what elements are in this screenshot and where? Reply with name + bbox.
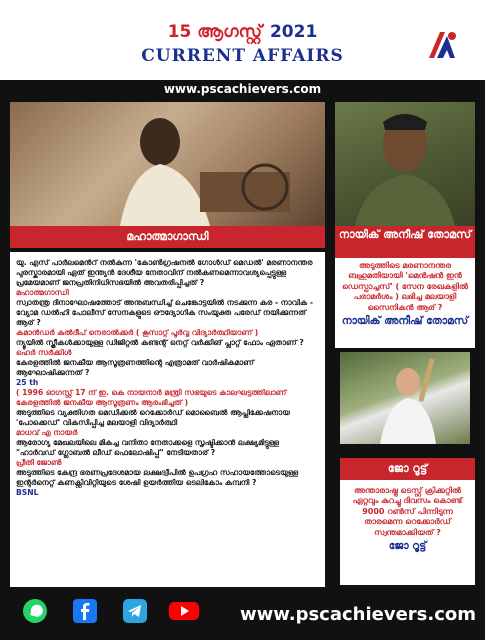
facebook-icon[interactable] [72, 598, 98, 624]
answer-5: മാധവ് എ നായർ [16, 428, 78, 438]
header-banner [0, 0, 485, 80]
gandhi-title-bar: മഹാത്മാഗാന്ധി [10, 226, 325, 248]
answer-3: ഹെർ സർക്കിൾ [16, 348, 72, 358]
website-url-bottom[interactable]: www.pscachievers.com [240, 604, 477, 625]
root-answer: ജോ റൂട്ട് [388, 539, 427, 552]
youtube-icon[interactable] [168, 598, 200, 624]
cricketer-photo-illustration [340, 352, 470, 444]
answer-2-note: ( കൂസാറ്റ് പൂർവ്വ വിദ്യാർത്ഥിയാണ് ) [135, 328, 259, 338]
answer-7: BSNL [16, 488, 39, 498]
cricketer-photo [340, 352, 470, 444]
question-3: ന്യൂയിൽ സ്ത്രീകൾക്കായുള്ള ഡിജിറ്റൽ കണ്ടന്റ് നെറ്റ് വർക്കിങ് പ്ലാറ്റ് ഫോം ഏതാണ് ? [16, 338, 304, 348]
date-title [0, 22, 485, 42]
soldier-photo-illustration [335, 102, 475, 226]
soldier-photo [335, 102, 475, 226]
question-5: അടുത്തിടെ വ്യക്തിഗത മെഡിക്കൽ റെക്കോർഡ് മൊബൈൽ ആപ്ലിക്കേഷനായ 'പോക്കെഡ്' വികസിപ്പിച്ച മലയാളി വിദ്യാർത്ഥി [16, 408, 290, 428]
root-question-panel [340, 480, 475, 585]
whatsapp-icon[interactable] [22, 598, 48, 624]
footer [0, 592, 485, 640]
question-1: യു. എസ് പാർലമെൻറ് നൽകുന്ന 'കോൺഗ്രഷനൽ ഗോൾഡ് മെഡൽ' മരണാനന്തര പുരസ്കാരമായി ഏത് ഇന്ത്യൻ ദേശീയ നേതാവിന് നൽകണമെന്നാവശ്യപ്പെട്ടുള്ള പ്രമേയമാണ് ജനപ്രതിനിധിസഭയിൽ അവതരിപ്പിച്ചത് ? [16, 258, 313, 288]
brand-logo-icon [425, 28, 459, 62]
naik-question-panel [335, 258, 475, 348]
year-label: 2021 [269, 22, 318, 42]
answer-4: 25 th [16, 378, 39, 388]
telegram-icon[interactable] [122, 598, 148, 624]
answer-2 [16, 328, 319, 338]
question-6: ആരോഗ്യ മേഖലയിലെ മികച്ച വനിതാ നേതാക്കളെ സൃഷ്ടിക്കാൻ ലക്ഷ്യമിട്ടുള്ള "ഹാർവഡ് ഗ്ലോബൽ ലീഡ് ഫെലോഷിപ്പ്" നേടിയതാര് ? [16, 438, 280, 458]
answer-6: പ്രീതി ജോൺ [16, 458, 62, 468]
gandhi-photo [10, 102, 325, 226]
naik-title-bar: നായിക് അനീഷ് തോമസ് [335, 226, 475, 258]
root-question: അന്താരാഷ്ട്ര ടെസ്റ്റ് ക്രിക്കറ്റിൽ ഏറ്റവും കുറച്ചു ദിവസം കൊണ്ട് 9000 റൺസ് പിന്നിടുന്ന താരമെന്ന റെക്കോർഡ് സ്വന്തമാക്കിയത് ? [352, 486, 463, 537]
website-url-top[interactable]: www.pscachievers.com [163, 82, 322, 96]
date-label: 15 ആഗസ്റ്റ് [167, 22, 262, 42]
answer-4-note: ( 1996 ഓഗസ്റ്റ് 17 ന് ഇ. കെ നായനാർ മന്ത്രി സഭയുടെ കാലഘട്ടത്തിലാണ് കേരളത്തിൽ ജനകീയ ആസൂത്രണം ആരംഭിച്ചത് ) [16, 388, 287, 408]
question-2: സ്വാതന്ത്ര ദിനാഘോഷത്തോട് അനുബന്ധിച്ച് ചെങ്കോട്ടയിൽ നടക്കുന്ന കര - നാവിക - വ്യോമ ഡൽഹി പോലീസ് സേനകളുടെ ഔദ്യോഗിക സംയുക്ത പരേഡ് നയിക്കുന്നത് ആര് ? [16, 298, 314, 328]
naik-question: അടുത്തിടെ മരണാനന്തര ബഹുമതിയായി 'മെൻഷൻ ഇൻ ഡെസ്പാച്ചസ്' ( സേന രേഖകളിൽ പരാമർശം ) ലഭിച്ച മലയാളി സൈനികൻ ആര് ? [342, 261, 468, 312]
current-affairs-title: CURRENT AFFAIRS [141, 46, 344, 66]
questions-panel [10, 252, 325, 587]
naik-answer: നായിക് അനീഷ് തോമസ് [341, 314, 469, 327]
question-7: അടുത്തിടെ കേന്ദ്ര ഭരണപ്രദേശമായ ലക്ഷദ്വീപിൽ ഉപഗ്രഹ സഹായത്തോടെയുള്ള ഇന്റർനെറ്റ് കണക്റ്റിവിറ്റിയുടെ ശേഷി ഉയർത്തിയ ടെലികോം കമ്പനി ? [16, 468, 299, 488]
question-4: കേരളത്തിൽ ജനകീയ ആസൂത്രണത്തിന്റെ എത്രാമത് വാർഷികമാണ് ആഘോഷിക്കുന്നത് ? [16, 358, 254, 378]
answer-1: മഹാത്മഗാന്ധി [16, 288, 69, 298]
gandhi-photo-illustration [10, 102, 325, 226]
answer-2-text: കമാൻഡർ കുൽദീപ് നെരാൽക്കർ [16, 328, 134, 338]
root-title-bar: ജോ റൂട്ട് [340, 458, 475, 480]
